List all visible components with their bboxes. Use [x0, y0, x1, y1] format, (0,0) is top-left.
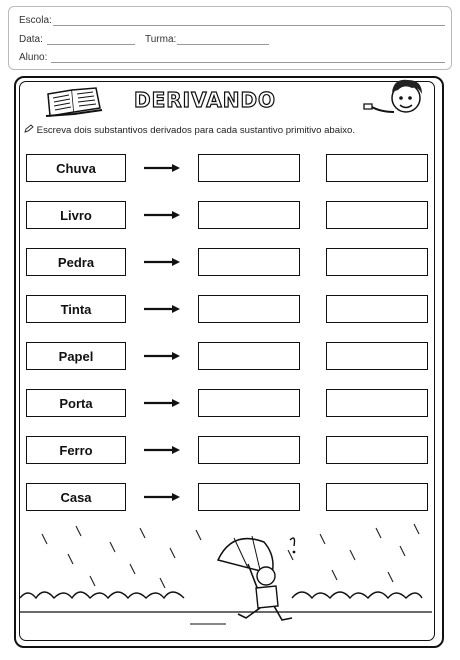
arrow-right-icon	[144, 492, 180, 502]
data-field[interactable]	[47, 44, 135, 45]
answer-box-2[interactable]	[326, 154, 428, 182]
answer-box-1[interactable]	[198, 295, 300, 323]
answer-box-2[interactable]	[326, 248, 428, 276]
instruction-label: Escreva dois substantivos derivados para cada sustantivo primitivo abaixo.	[36, 125, 356, 136]
word-card: Ferro	[26, 436, 126, 464]
answer-box-2[interactable]	[326, 201, 428, 229]
word-card: Livro	[26, 201, 126, 229]
escola-label: Escola:	[19, 15, 52, 26]
pencil-icon	[24, 124, 34, 133]
student-info-header	[8, 6, 452, 70]
arrow-right-icon	[144, 351, 180, 361]
answer-box-2[interactable]	[326, 295, 428, 323]
word-card: Casa	[26, 483, 126, 511]
answer-box-2[interactable]	[326, 436, 428, 464]
girl-with-umbrella-icon	[218, 536, 295, 620]
answer-box-1[interactable]	[198, 342, 300, 370]
turma-label: Turma:	[145, 34, 177, 45]
word-card: Papel	[26, 342, 126, 370]
data-label: Data:	[19, 34, 43, 45]
arrow-right-icon	[144, 445, 180, 455]
answer-box-2[interactable]	[326, 389, 428, 417]
answer-box-1[interactable]	[198, 436, 300, 464]
escola-field[interactable]	[53, 25, 445, 26]
arrow-right-icon	[144, 163, 180, 173]
aluno-field[interactable]	[51, 62, 445, 63]
open-book-icon	[44, 86, 104, 118]
answer-box-1[interactable]	[198, 154, 300, 182]
rain-scene-illustration	[20, 520, 432, 638]
answer-box-1[interactable]	[198, 483, 300, 511]
answer-box-1[interactable]	[198, 389, 300, 417]
aluno-label: Aluno:	[19, 52, 48, 63]
pointing-boy-icon	[360, 76, 432, 122]
arrow-right-icon	[144, 398, 180, 408]
answer-box-1[interactable]	[198, 201, 300, 229]
arrow-right-icon	[144, 257, 180, 267]
answer-box-2[interactable]	[326, 342, 428, 370]
worksheet-title: DERIVANDO	[134, 88, 277, 112]
answer-box-2[interactable]	[326, 483, 428, 511]
arrow-right-icon	[144, 304, 180, 314]
word-card: Chuva	[26, 154, 126, 182]
arrow-right-icon	[144, 210, 180, 220]
instruction-text	[24, 124, 355, 136]
turma-field[interactable]	[177, 44, 269, 45]
word-card: Pedra	[26, 248, 126, 276]
word-card: Porta	[26, 389, 126, 417]
answer-box-1[interactable]	[198, 248, 300, 276]
bushes	[20, 592, 422, 598]
word-card: Tinta	[26, 295, 126, 323]
